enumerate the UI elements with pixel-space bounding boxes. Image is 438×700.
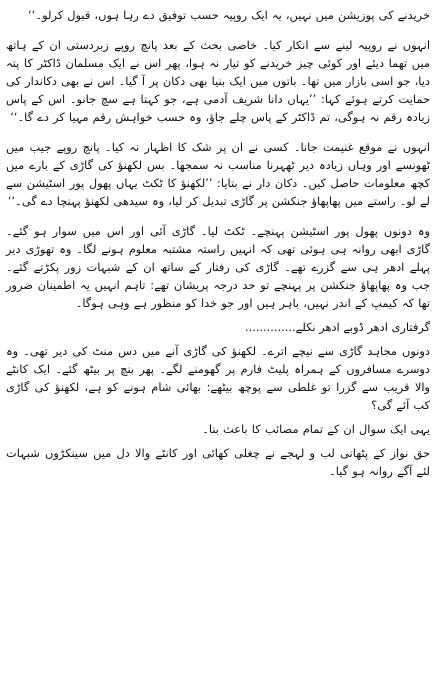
section-heading-row	[6, 318, 430, 336]
heading-dots: ..............	[244, 320, 296, 334]
paragraph-4: وہ دونوں پھول پور اسٹیشن پہنچے۔ ٹکٹ لیا۔ گاڑی آئی اور اس میں سوار ہو گئے۔ گاڑی ابھی روانہ ہی ہوئی تھی کہ انہیں راستہ مشتبہ معلوم ہونے لگا۔ وہ تھوڑی دیر پہلے ادھر ہی سے گزرے تھے۔ گاڑی کی رفتار کے ساتھ ان کے شبہات زور پکڑتے گئے۔ جب وہ پھاپھاؤ جنکشن پر پہنچے تو حد درجہ پریشان تھے: تاہم انہیں یہ اطمینان ضرور تھا کہ کیمپ کے اندر نہیں، باہر ہیں اور جو خدا کو منظور ہے وہی ہوگا۔	[6, 224, 430, 310]
paragraph-1: خریدنے کی پوزیشن میں نہیں، یہ ایک روپیہ حسب توفیق دے رہا ہوں، قبول کرلو۔‘‘	[28, 8, 430, 22]
paragraph-3: انہوں نے موقع غنیمت جانا۔ کسی نے ان پر شک کا اظہار نہ کیا۔ پانچ روپے جیب میں ٹھونسے اور وہاں زیادہ دیر ٹھہرنا مناسب نہ سمجھا۔ بس لکھنؤ کی گاڑی کے بارے میں کچھ معلومات حاصل کیں۔ دکان دار نے بتایا: ’’لکھنؤ کا ٹکٹ یہاں پھول پور اسٹیشن سے لے لو۔ راستے میں پھاپھاؤ جنکشن پر گاڑی تبدیل کر لیا، وہ سیدھی لکھنؤ پہنچا دے گی۔‘‘	[6, 140, 430, 208]
paragraph-6: یہی ایک سوال ان کے تمام مصائب کا باعث بنا۔	[202, 422, 430, 436]
paragraph-2: انہوں نے روپیہ لینے سے انکار کیا۔ خاصی بحث کے بعد پانچ روپے زبردستی ان کے ہاتھ میں تھما دیئے اور کوئی چیز خریدنے کو تیار نہ ہوا، پھر اس نے ایک مسلمان ڈاکٹر کا پتہ دیا، جو اسی بازار میں تھا۔ باتوں میں ایک بنیا بھی دکان پر آ گیا۔ اس نے بھی دکاندار کی حمایت کرتے ہوئے کہا: ’’یہاں دانا شریف آدمی ہے، جو کہتا ہے سچ جانو۔ اس کے پاس زیادہ رقم نہ ہوگی، تم ڈاکٹر کے پاس چلے جاؤ، وہ حسب خواہش رقم مہیا کر دے گا۔‘‘	[6, 38, 430, 124]
section-heading: گرفتاری ادھر ڈوبے ادھر نکلے	[295, 320, 430, 334]
paragraph-5: دونوں مجاہد گاڑی سے نیچے اترے۔ لکھنؤ کی گاڑی آنے میں دس منٹ کی دیر تھی۔ وہ دوسرے مسافروں کے ہمراہ پلیٹ فارم پر گھومنے لگے۔ پھر بنچ پر بیٹھ گئے۔ ایک کانٹے والا قریب سے گزرا تو غلطی سے پوچھ بیٹھے: بھائی شام ہونے کو ہے، لکھنؤ کی گاڑی کب آئے گی؟	[6, 344, 430, 412]
paragraph-7: حق نواز کے پٹھانی لب و لہجے نے چغلی کھائی اور کانٹے والا دل میں سینکڑوں شبہات لئے آگے روانہ ہو گیا۔	[6, 446, 430, 478]
